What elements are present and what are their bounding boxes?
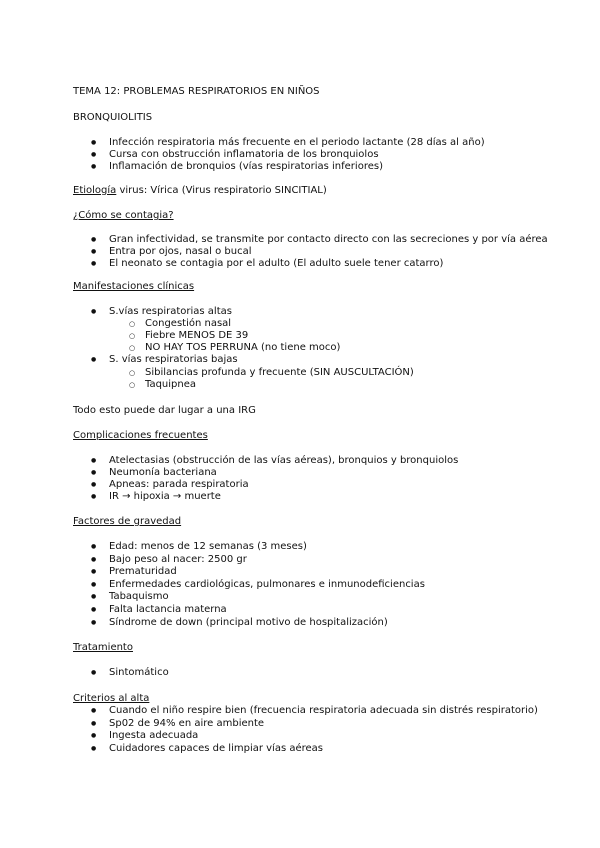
alta-heading: Criterios al alta: [73, 693, 150, 704]
irg-note: Todo esto puede dar lugar a una IRG: [73, 405, 256, 416]
factores-heading: Factores de gravedad: [73, 516, 182, 527]
list-item: ● Ingesta adecuada: [109, 730, 198, 742]
sub-list-item: ○ Fiebre MENOS DE 39: [145, 330, 248, 342]
list-item: ● Infección respiratoria más frecuente en el periodo lactante (28 días al año): [109, 137, 485, 149]
list-item: ● Gran infectividad, se transmite por contacto directo con las secreciones y por vía aérea: [109, 234, 548, 246]
document-subtitle: BRONQUIOLITIS: [73, 112, 153, 123]
list-item: ● El neonato se contagia por el adulto (El adulto suele tener catarro): [109, 258, 443, 270]
list-item: ● IR → hipoxia → muerte: [109, 491, 221, 503]
list-item: ● Apneas: parada respiratoria: [109, 479, 249, 491]
list-item: ● Síndrome de down (principal motivo de hospitalización): [109, 617, 388, 629]
list-item: ● Edad: menos de 12 semanas (3 meses): [109, 541, 307, 553]
contagio-heading: ¿Cómo se contagia?: [73, 210, 174, 221]
list-item: ● Sintomático: [109, 667, 169, 679]
sub-list-item: ○ Taquipnea: [145, 379, 196, 391]
list-item: ● S. vías respiratorias bajas: [109, 354, 238, 366]
sub-list-item: ○ Sibilancias profunda y frecuente (SIN AUSCULTACIÓN): [145, 367, 414, 379]
etiologia-text: virus: Vírica (Virus respiratorio SINCITIAL): [116, 185, 327, 196]
list-item: ● Neumonía bacteriana: [109, 467, 217, 479]
list-item: ● Atelectasias (obstrucción de las vías aéreas), bronquios y bronquiolos: [109, 455, 458, 467]
tratamiento-heading: Tratamiento: [73, 642, 133, 653]
list-item: ● Entra por ojos, nasal o bucal: [109, 246, 251, 258]
list-item: ● Cuidadores capaces de limpiar vías aéreas: [109, 743, 323, 755]
list-item: ● Cuando el niño respire bien (frecuencia respiratoria adecuada sin distrés respiratorio): [109, 705, 538, 717]
list-item: ● Falta lactancia materna: [109, 604, 227, 616]
list-item: ● Cursa con obstrucción inflamatoria de los bronquiolos: [109, 149, 379, 161]
list-item: ● Inflamación de bronquios (vías respiratorias inferiores): [109, 161, 383, 173]
list-item: ● Tabaquismo: [109, 591, 169, 603]
list-item: ● Bajo peso al nacer: 2500 gr: [109, 554, 247, 566]
etiologia-line: [73, 185, 327, 197]
list-item: ● Sp02 de 94% en aire ambiente: [109, 718, 264, 730]
manifestaciones-heading: Manifestaciones clínicas: [73, 281, 195, 292]
complicaciones-heading: Complicaciones frecuentes: [73, 430, 208, 441]
list-item: ● Prematuridad: [109, 566, 177, 578]
etiologia-label: Etiología: [73, 185, 117, 196]
list-item: ● S.vías respiratorias altas: [109, 306, 232, 318]
document-title: TEMA 12: PROBLEMAS RESPIRATORIOS EN NIÑOS: [73, 86, 320, 97]
sub-list-item: ○ NO HAY TOS PERRUNA (no tiene moco): [145, 342, 340, 354]
list-item: ● Enfermedades cardiológicas, pulmonares e inmunodeficiencias: [109, 579, 425, 591]
sub-list-item: ○ Congestión nasal: [145, 318, 231, 330]
